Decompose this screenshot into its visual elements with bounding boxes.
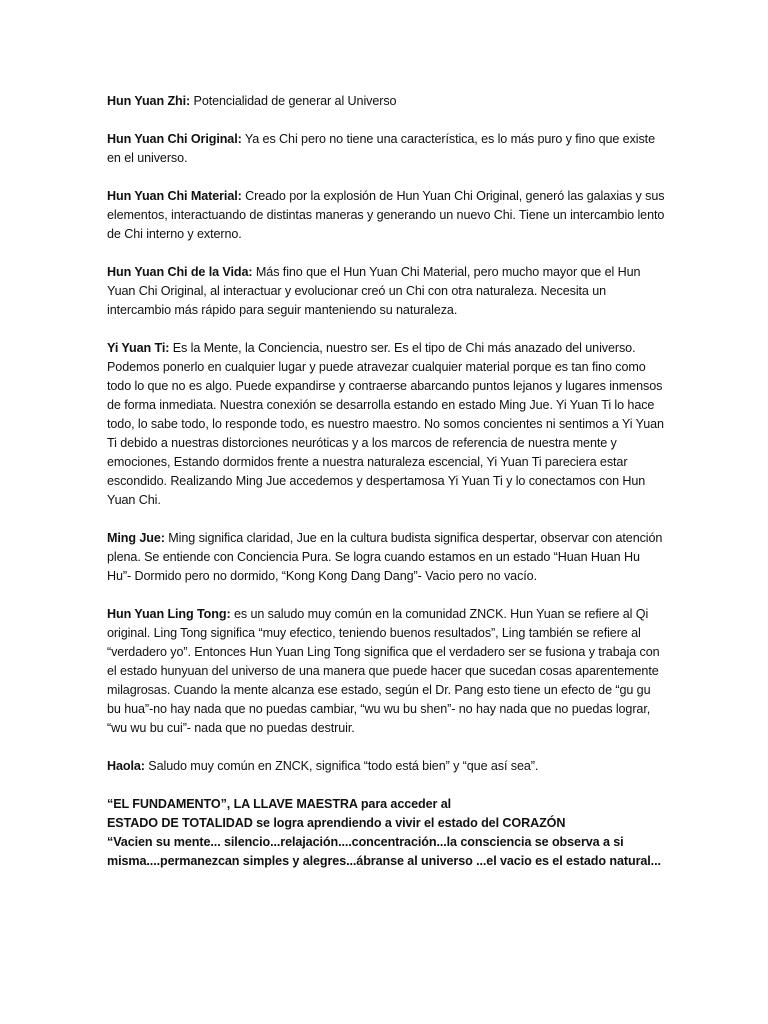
- closing-subheading-line: ESTADO DE TOTALIDAD se logra aprendiendo a vivir el estado del CORAZÓN: [107, 816, 566, 830]
- definition-yi-yuan-ti: [107, 339, 667, 510]
- definition-term: Hun Yuan Ling Tong:: [107, 607, 231, 621]
- definition-term: Hun Yuan Chi de la Vida:: [107, 265, 253, 279]
- definition-text: Saludo muy común en ZNCK, significa “todo está bien” y “que así sea”.: [144, 759, 539, 773]
- definition-paragraph: [107, 187, 667, 244]
- definition-ming-jue: [107, 529, 667, 586]
- definition-paragraph: [107, 339, 667, 510]
- document-page: [107, 92, 667, 871]
- definition-paragraph: [107, 130, 667, 168]
- definition-text: Ming significa claridad, Jue en la cultura budista significa despertar, observar con atención plena. Se entiende con Conciencia Pura. Se logra cuando estamos en un estado “Huan Huan Hu Hu”- Dormido pero no dormido, “Kong Kong Dang Dang”- Vacio pero no vacío.: [107, 531, 663, 583]
- definition-term: Yi Yuan Ti:: [107, 341, 170, 355]
- definition-text: Ya es Chi pero no tiene una característica, es lo más puro y fino que existe en el universo.: [107, 132, 655, 165]
- definition-term: Haola:: [107, 759, 145, 773]
- definition-paragraph: [107, 605, 667, 738]
- definition-hun-yuan-ling-tong: [107, 605, 667, 738]
- definition-haola: [107, 757, 667, 776]
- closing-section: [107, 795, 667, 871]
- definition-paragraph: [107, 92, 667, 111]
- definition-hun-yuan-zhi: [107, 92, 667, 111]
- definition-term: Hun Yuan Zhi:: [107, 94, 191, 108]
- definition-text: es un saludo muy común en la comunidad ZNCK. Hun Yuan se refiere al Qi original. Ling Tong significa “muy efectico, teniendo buenos resultados”, Ling también se refiere al “verdadero yo”. Entonces Hun Yuan Ling Tong significa que el verdadero ser se fusiona y trabaja con el estado hunyuan del universo de una manera que puede hacer que sucedan cosas aparentemente milagrosas. Cuando la mente alcanza ese estado, según el Dr. Pang esto tiene un efecto de “gu gu bu hua”-no hay nada que no puedas cambiar, “wu wu bu shen”- no hay nada que no puedas lograr, “wu wu bu cui”- nada que no puedas destruir.: [107, 607, 660, 735]
- definition-paragraph: [107, 263, 667, 320]
- definition-paragraph: [107, 757, 667, 776]
- definition-text: Creado por la explosión de Hun Yuan Chi Original, generó las galaxias y sus elementos, interactuando de distintas maneras y generando un nuevo Chi. Tiene un intercambio lento de Chi interno y externo.: [107, 189, 665, 241]
- definition-hun-yuan-chi-de-la-vida: [107, 263, 667, 320]
- closing-heading-line: “EL FUNDAMENTO”, LA LLAVE MAESTRA para acceder al: [107, 797, 452, 811]
- closing-quote: “Vacien su mente... silencio...relajación....concentración...la consciencia se observa a si misma....permanezcan simples y alegres...ábranse al universo ...el vacio es el estado natural...: [107, 835, 661, 868]
- definition-term: Hun Yuan Chi Material:: [107, 189, 242, 203]
- definition-term: Ming Jue:: [107, 531, 165, 545]
- definition-hun-yuan-chi-original: [107, 130, 667, 168]
- definition-term: Hun Yuan Chi Original:: [107, 132, 242, 146]
- definition-text: Más fino que el Hun Yuan Chi Material, pero mucho mayor que el Hun Yuan Chi Original, al interactuar y evolucionar creó un Chi con otra naturaleza. Necesita un intercambio más rápido para seguir manteniendo su naturaleza.: [107, 265, 641, 317]
- definition-text: Potencialidad de generar al Universo: [190, 94, 397, 108]
- definition-paragraph: [107, 529, 667, 586]
- definition-text: Es la Mente, la Conciencia, nuestro ser. Es el tipo de Chi más anazado del universo. Podemos ponerlo en cualquier lugar y puede atravezar cualquier material porque es tan fino como todo lo que no es algo. Puede expandirse y contraerse abarcando puntos lejanos y lugares inmensos de forma inmediata. Nuestra conexión se desarrolla estando en estado Ming Jue. Yi Yuan Ti lo hace todo, lo sabe todo, lo responde todo, es nuestro maestro. No somos concientes ni sentimos a Yi Yuan Ti debido a nuestras distorciones neuróticas y a los marcos de referencia de nuestra mente y emociones, Estando dormidos frente a nuestra naturaleza escencial, Yi Yuan Ti pareciera estar escondido. Realizando Ming Jue accedemos y despertamosa Yi Yuan Ti y lo conectamos con Hun Yuan Chi.: [107, 341, 664, 507]
- definition-hun-yuan-chi-material: [107, 187, 667, 244]
